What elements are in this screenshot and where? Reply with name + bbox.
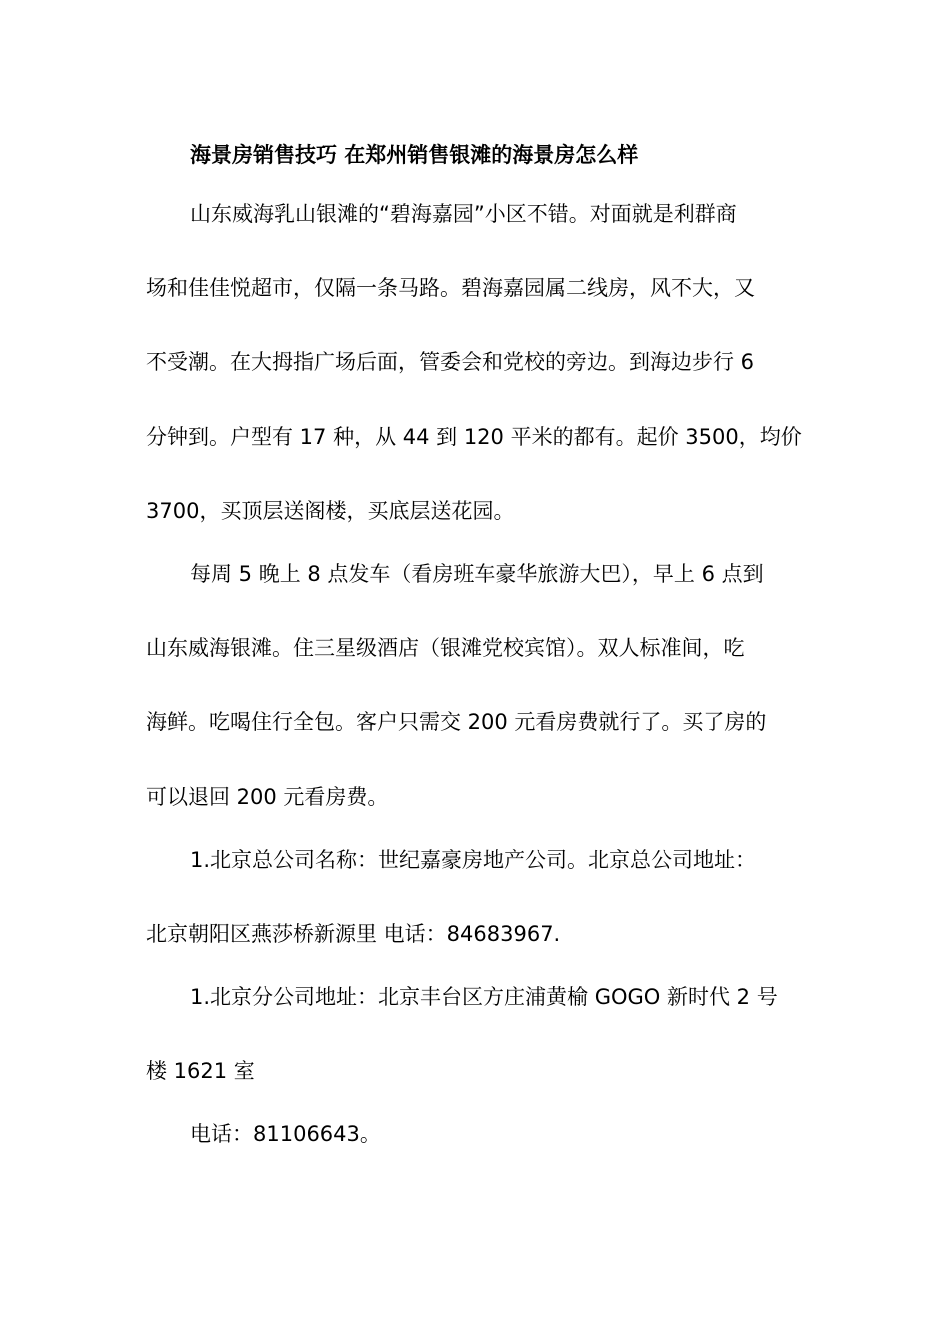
paragraph-line: 1.北京总公司名称：世纪嘉豪房地产公司。北京总公司地址： xyxy=(190,848,757,872)
paragraph-line: 电话：81106643。 xyxy=(190,1122,381,1146)
paragraph-line: 每周 5 晚上 8 点发车（看房班车豪华旅游大巴），早上 6 点到 xyxy=(190,562,764,586)
paragraph-line: 楼 1621 室 xyxy=(146,1059,255,1083)
paragraph-line: 可以退回 200 元看房费。 xyxy=(146,785,389,809)
paragraph-line: 场和佳佳悦超市，仅隔一条马路。碧海嘉园属二线房，风不大，又 xyxy=(146,276,755,300)
paragraph-line: 3700，买顶层送阁楼，买底层送花园。 xyxy=(146,499,515,523)
paragraph-line: 分钟到。户型有 17 种，从 44 到 120 平米的都有。起价 3500，均价 xyxy=(146,425,802,449)
paragraph-line: 山东威海银滩。住三星级酒店（银滩党校宾馆）。双人标准间，吃 xyxy=(146,636,745,660)
paragraph-line: 不受潮。在大拇指广场后面，管委会和党校的旁边。到海边步行 6 xyxy=(146,350,755,374)
paragraph-line: 北京朝阳区燕莎桥新源里 电话：84683967. xyxy=(146,922,561,946)
paragraph-line: 山东威海乳山银滩的“碧海嘉园”小区不错。对面就是利群商 xyxy=(190,202,737,226)
paragraph-line: 海鲜。吃喝住行全包。客户只需交 200 元看房费就行了。买了房的 xyxy=(146,710,767,734)
document-title: 海景房销售技巧 在郑州销售银滩的海景房怎么样 xyxy=(190,143,639,167)
paragraph-line: 1.北京分公司地址：北京丰台区方庄浦黄榆 GOGO 新时代 2 号 xyxy=(190,985,778,1009)
